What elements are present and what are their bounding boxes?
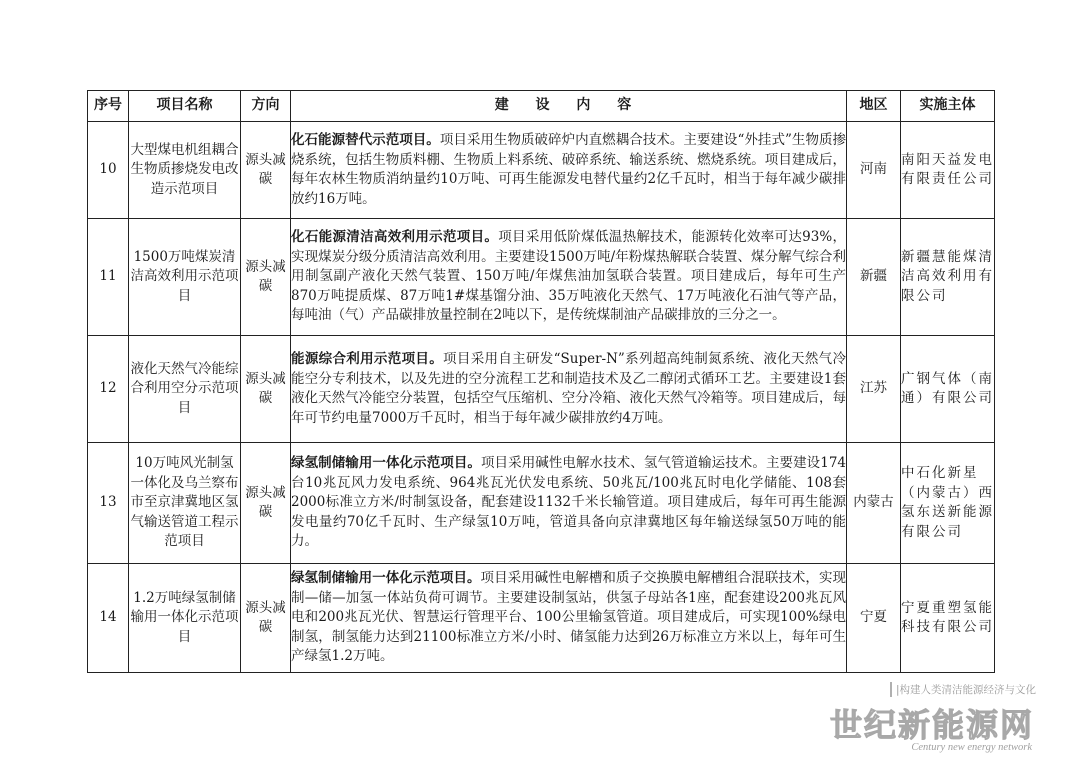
row-region: 内蒙古 [847,443,901,564]
header-direction: 方向 [241,91,291,122]
row-content-lead: 绿氢制储输用一体化示范项目。 [291,570,481,587]
row-implementer: 宁夏重塑氢能科技有限公司 [901,564,995,673]
row-seq: 11 [88,219,129,336]
watermark-logo-text: 世纪新能源网 [829,706,1034,744]
row-content [291,336,847,443]
row-seq: 14 [88,564,129,673]
watermark-subtitle: Century new energy network [911,742,1032,753]
row-content-body: 项目采用低阶煤低温热解技术，能源转化效率可达93%，实现煤炭分级分质清洁高效利用。主要建设1500万吨/年粉煤热解联合装置、煤分解气综合利用制氢副产液化天然气装置、150万吨/年煤焦油加氢联合装置。项目建成后，每年可生产870万吨提质煤、87万吨1#煤基馏分油、35万吨液化天然气、17万吨液化石油气等产品，每吨油（气）产品碳排放量控制在2吨以下，是传统煤制油产品碳排放的三分之一。 [291,229,846,324]
header-region: 地区 [847,91,901,122]
row-content-body: 项目采用碱性电解槽和质子交换膜电解槽组合混联技术，实现制—储—加氢一体站负荷可调节。主要建设制氢站，供氢子母站各1座，配套建设200兆瓦风电和200兆瓦光伏、智慧运行管理平台、100公里输氢管道。项目建成后，可实现100%绿电制氢，制氢能力达到21100标准立方米/小时、储氢能力达到26万标准立方米以上，每年可生产绿氢1.2万吨。 [291,570,847,665]
row-direction: 源头减碳 [241,122,291,219]
row-content-lead: 绿氢制储输用一体化示范项目。 [291,455,481,472]
header-implementer: 实施主体 [901,91,995,122]
watermark-tagline: |构建人类清洁能源经济与文化 [890,682,1036,697]
row-project-name: 1.2万吨绿氢制储输用一体化示范项目 [129,564,241,673]
watermark [829,682,1036,758]
row-content-lead: 化石能源清洁高效利用示范项目。 [291,229,499,246]
row-project-name: 液化天然气冷能综合利用空分示范项目 [129,336,241,443]
row-content [291,219,847,336]
row-content-lead: 能源综合利用示范项目。 [291,351,444,367]
header-name: 项目名称 [129,91,241,122]
row-project-name: 1500万吨煤炭清洁高效利用示范项目 [129,219,241,336]
row-content [291,122,847,219]
header-seq: 序号 [88,91,129,122]
row-implementer: 南阳天益发电有限责任公司 [901,122,995,219]
row-content-body: 项目采用生物质破碎炉内直燃耦合技术。主要建设“外挂式”生物质掺烧系统，包括生物质料棚、生物质上料系统、破碎系统、输送系统、燃烧系统。项目建成后，每年农林生物质消纳量约10万吨、可再生能源发电替代量约2亿千瓦时，相当于每年减少碳排放约16万吨。 [291,132,846,207]
row-content-lead: 化石能源替代示范项目。 [291,132,440,148]
row-region: 新疆 [847,219,901,336]
table-row [88,336,995,443]
row-seq: 12 [88,336,129,443]
row-implementer: 广钢气体（南通）有限公司 [901,336,995,443]
row-region: 河南 [847,122,901,219]
row-direction: 源头减碳 [241,443,291,564]
row-content-body: 项目采用碱性电解水技术、氢气管道输运技术。主要建设174台10兆瓦风力发电系统、964兆瓦光伏发电系统、50兆瓦/100兆瓦时电化学储能、108套2000标准立方米/时制氢设备，配套建设1132千米长输管道。项目建成后，每年可再生能源发电量约70亿千瓦时、生产绿氢10万吨，管道具备向京津冀地区每年输送绿氢50万吨的能力。 [291,455,846,550]
row-direction: 源头减碳 [241,336,291,443]
row-implementer: 新疆慧能煤清洁高效利用有限公司 [901,219,995,336]
row-region: 宁夏 [847,564,901,673]
row-content-body: 项目采用自主研发“Super-N”系列超高纯制氮系统、液化天然气冷能空分专利技术，以及先进的空分流程工艺和制造技术及乙二醇闭式循环工艺。主要建设1套液化天然气冷能空分装置，包括空气压缩机、空分冷箱、液化天然气冷箱等。项目建成后，每年可节约电量7000万千瓦时，相当于每年减少碳排放约4万吨。 [291,351,846,426]
project-table [87,90,995,673]
row-direction: 源头减碳 [241,564,291,673]
header-content: 建 设 内 容 [291,91,847,122]
row-seq: 10 [88,122,129,219]
row-region: 江苏 [847,336,901,443]
row-content [291,443,847,564]
row-direction: 源头减碳 [241,219,291,336]
table-row [88,122,995,219]
row-project-name: 大型煤电机组耦合生物质掺烧发电改造示范项目 [129,122,241,219]
row-project-name: 10万吨风光制氢一体化及乌兰察布市至京津冀地区氢气输送管道工程示范项目 [129,443,241,564]
row-content [291,564,847,673]
table-header-row [88,91,995,122]
row-seq: 13 [88,443,129,564]
table-row [88,564,995,673]
table-row [88,219,995,336]
row-implementer: 中石化新星（内蒙古）西氢东送新能源有限公司 [901,443,995,564]
table-row [88,443,995,564]
